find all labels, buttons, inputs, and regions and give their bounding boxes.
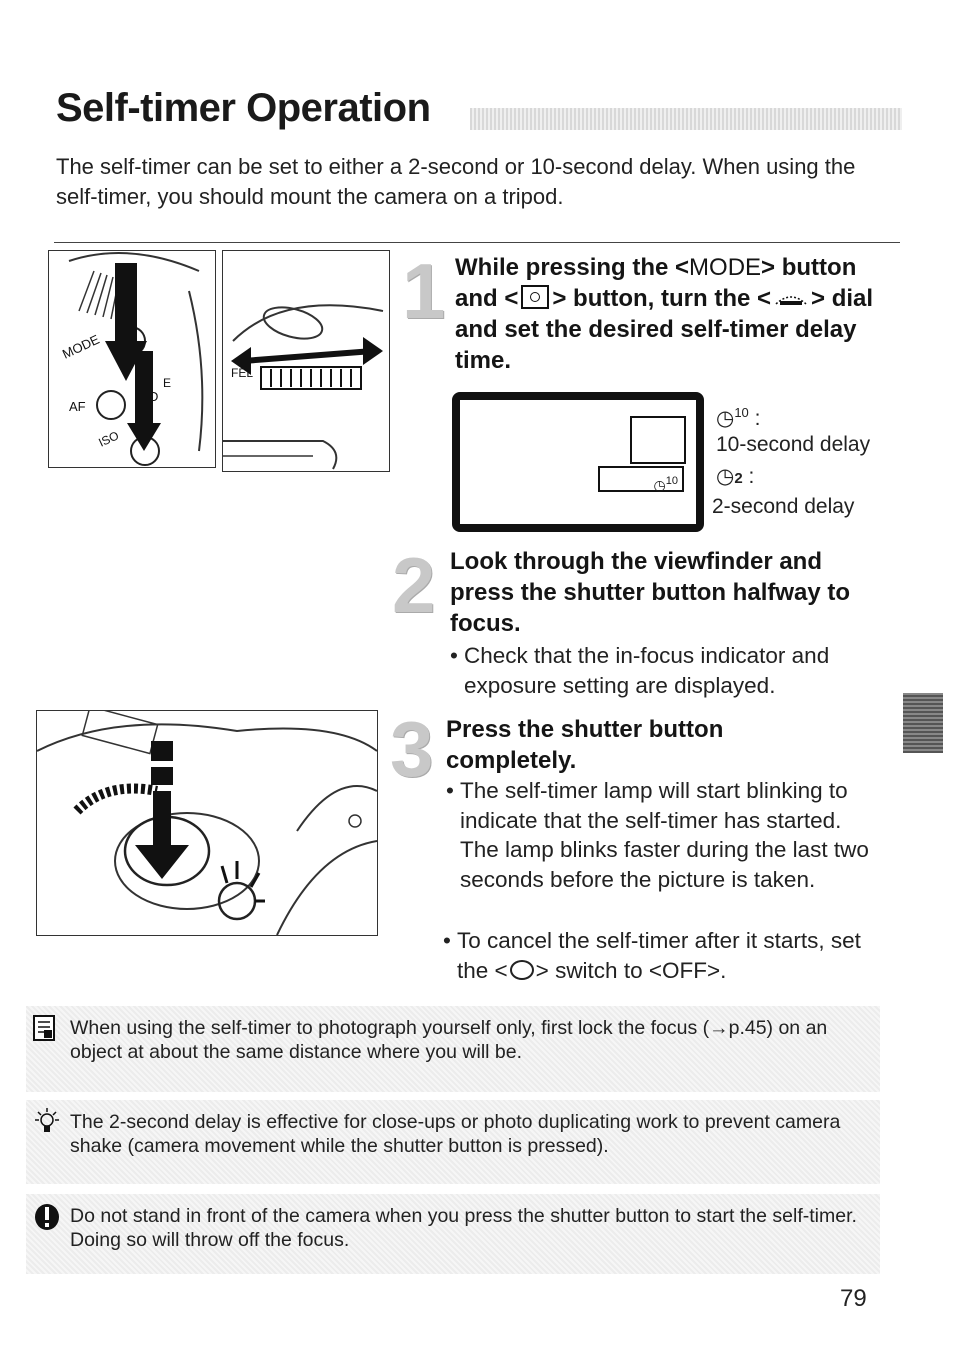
lcd-option-10 <box>716 398 760 434</box>
self-timer-10-icon: ◷ <box>716 407 735 430</box>
mode-button-label: MODE <box>689 254 762 281</box>
option-10-colon: : <box>754 407 761 430</box>
off-label: OFF <box>661 957 707 983</box>
step-3-bullet-1-text: The self-timer lamp will start blinking to indicate that the self-timer has started. The lamp blinks faster during the last two seconds before the picture is taken. <box>460 778 869 892</box>
self-timer-2-icon: ◷ <box>716 465 735 488</box>
lcd-option-10-desc: 10-second delay <box>716 433 871 456</box>
step-1-heading-part-2: > button and < <box>455 254 857 312</box>
page-number: 79 <box>840 1285 867 1312</box>
step-1-heading-part-3: > button, turn the < <box>552 285 772 312</box>
title-decoration-bar <box>470 108 902 130</box>
main-dial-icon <box>774 283 808 299</box>
label-mode: MODE <box>59 331 102 362</box>
step-number-1: 1 <box>402 247 446 335</box>
chapter-tab-marker <box>903 693 943 753</box>
step-3-heading: Press the shutter button completely. <box>446 716 724 774</box>
label-fel: FEL <box>231 366 254 380</box>
memo-icon <box>32 1014 58 1048</box>
step-1-heading <box>455 252 895 376</box>
lcd-option-2-desc: 2-second delay <box>712 495 855 518</box>
step-number-3: 3 <box>390 705 434 793</box>
step-3-bullet-2-text-b: > switch to < <box>535 957 662 983</box>
lcd-self-timer-indicator <box>598 466 684 492</box>
page-title: Self-timer Operation <box>56 86 431 130</box>
label-e: E <box>163 376 172 390</box>
step-2-bullet <box>450 641 884 700</box>
bullet-dot: • <box>450 643 458 668</box>
main-dial-drawing <box>223 251 389 471</box>
step-3-bullet-1 <box>446 776 885 894</box>
lcd-panel <box>452 392 704 532</box>
note-tip <box>26 1100 880 1184</box>
step-number-2: 2 <box>392 541 436 629</box>
step-2-bullet-text: Check that the in-focus indicator and exposure setting are displayed. <box>464 643 830 698</box>
self-timer-icon: ◷ <box>653 477 666 493</box>
option-10-symbol: 10 <box>734 405 749 420</box>
bullet-dot: • <box>443 928 451 953</box>
step-1-heading-part-4: > dial and set the desired self-timer delay time. <box>455 285 874 374</box>
note-caution <box>26 1194 880 1274</box>
note-memo <box>26 1006 880 1092</box>
metering-button-icon <box>521 285 549 309</box>
label-d: D <box>149 389 159 404</box>
note-caution-text: Do not stand in front of the camera when you press the shutter button to start the self-timer. Doing so will throw off the focus. <box>70 1205 857 1251</box>
tip-bulb-icon <box>32 1108 62 1144</box>
step-3-bullet-2-text-a: To cancel the self-timer after it starts, set the < <box>457 928 861 983</box>
caution-icon <box>32 1202 62 1238</box>
step-3-bullet-2-text-c: >. <box>706 957 727 983</box>
option-2-symbol: 2 <box>734 470 743 487</box>
step-2-heading: Look through the viewfinder and press the shutter button halfway to focus. <box>450 548 851 637</box>
label-af: AF <box>69 399 86 414</box>
note-tip-text: The 2-second delay is effective for close-ups or photo duplicating work to prevent camera shake (camera movement while the shutter button is pressed). <box>70 1111 841 1157</box>
lcd-option-2 <box>716 462 754 494</box>
label-iso: ISO <box>96 428 122 450</box>
step-3-bullet-2 <box>443 926 882 985</box>
mode-dial-illustration <box>48 250 216 468</box>
intro-paragraph: The self-timer can be set to either a 2-second or 10-second delay. When using the self-timer, you should mount the camera on a tripod. <box>56 154 856 209</box>
lcd-display-value: 10 <box>665 475 678 487</box>
drive-mode-icon <box>510 960 534 980</box>
note-memo-text: When using the self-timer to photograph yourself only, first lock the focus (→p.45) on an object at about the same distance where you will be. <box>70 1017 828 1063</box>
option-2-colon: : <box>748 465 755 488</box>
shutter-button-drawing <box>37 711 377 935</box>
bullet-dot: • <box>446 778 454 803</box>
shutter-button-illustration <box>36 710 378 936</box>
mode-dial-drawing <box>49 251 215 467</box>
section-divider <box>54 242 900 243</box>
main-dial-illustration <box>222 250 390 472</box>
step-1-heading-part-1: While pressing the < <box>455 254 690 281</box>
lcd-segment-box <box>630 416 686 464</box>
